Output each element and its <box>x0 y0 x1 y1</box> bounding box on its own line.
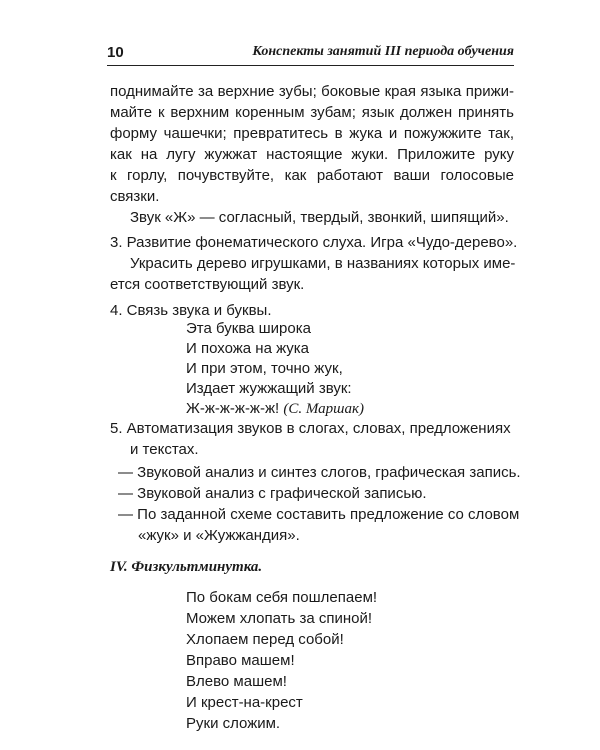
page-number: 10 <box>107 44 124 61</box>
section-title: IV. Физкультминутка. <box>110 559 263 575</box>
text-line: Украсить дерево игрушками, в названиях которых име- <box>130 255 516 272</box>
poem-line: По бокам себя пошлепаем! <box>186 589 378 606</box>
running-title: Конспекты занятий III периода обучения <box>252 44 514 59</box>
text-line: к горлу, почувствуйте, как работают ваши голосовые <box>110 167 514 184</box>
item-5 <box>110 418 514 460</box>
item-5-heading: и текстах. <box>130 441 199 458</box>
poem-line: Руки сложим. <box>186 715 281 732</box>
poem-line: И при этом, точно жук, <box>186 360 343 377</box>
poem-line: Влево машем! <box>186 673 287 690</box>
poem-line: И похожа на жука <box>186 340 310 357</box>
text-line: форму чашечки; превратитесь в жука и пожужжите так, <box>110 125 514 142</box>
bullet-item-continued: «жук» и «Жужжандия». <box>138 527 300 544</box>
item-4-heading: 4. Связь звука и буквы. <box>110 302 272 319</box>
bullet-item: — Звуковой анализ с графической записью. <box>118 485 427 502</box>
paragraph-articulation <box>110 81 514 228</box>
text-line: ется соответствующий звук. <box>110 276 305 293</box>
item-3 <box>110 232 518 295</box>
item-5-heading: 5. Автоматизация звуков в слогах, словах, предложениях <box>110 420 511 437</box>
text-line: связки. <box>110 188 160 205</box>
poem-line: Издает жужжащий звук: <box>186 380 352 397</box>
sound-characteristic: Звук «Ж» — согласный, твердый, звонкий, шипящий». <box>130 209 509 226</box>
header-rule <box>107 65 514 66</box>
item-5-bullets <box>118 462 521 546</box>
exercise-poem <box>186 587 377 734</box>
poem-line: Ж-ж-ж-ж-ж-ж! <box>186 400 280 417</box>
poem-author: (С. Маршак) <box>283 401 364 417</box>
text-line: как на лугу жужжат настоящие жуки. Приложите руку <box>110 146 514 163</box>
text-line: поднимайте за верхние зубы; боковые края языка прижи- <box>110 83 514 100</box>
poem-last-line <box>186 399 364 419</box>
bullet-item: — Звуковой анализ и синтез слогов, графическая запись. <box>118 464 521 481</box>
item-3-heading: 3. Развитие фонематического слуха. Игра «Чудо-дерево». <box>110 234 518 251</box>
text-line: майте к верхним коренным зубам; язык должен принять <box>110 104 514 121</box>
poem-line: Эта буква широка <box>186 320 311 337</box>
poem-line: Можем хлопать за спиной! <box>186 610 373 627</box>
item-4-poem <box>186 319 364 419</box>
poem-line: Вправо машем! <box>186 652 295 669</box>
poem-line: Хлопаем перед собой! <box>186 631 344 648</box>
poem-line: И крест-на-крест <box>186 694 303 711</box>
bullet-item: — По заданной схеме составить предложение со словом <box>118 506 520 523</box>
